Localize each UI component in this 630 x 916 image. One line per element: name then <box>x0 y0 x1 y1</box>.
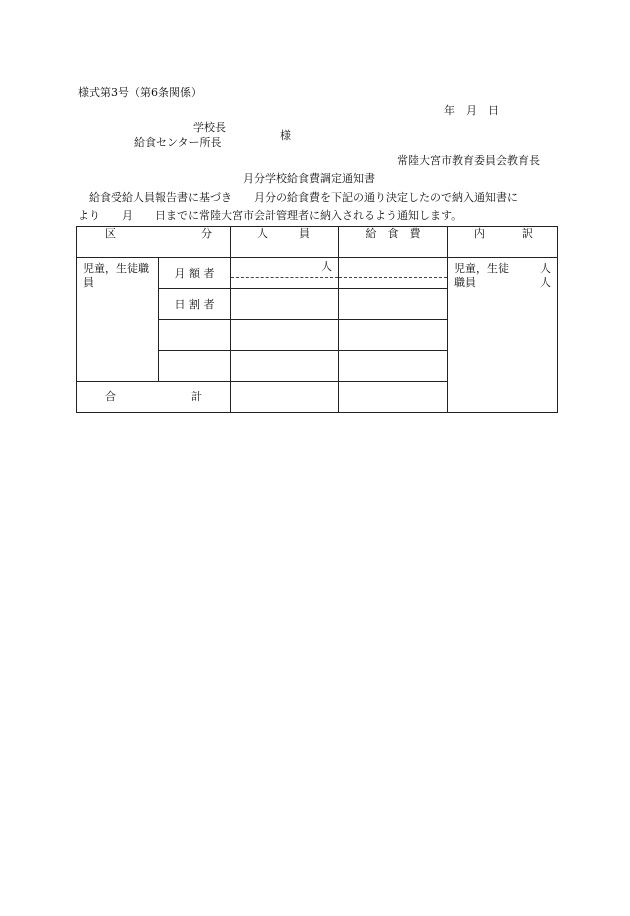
honorific: 様 <box>280 129 291 142</box>
empty-label-cell <box>159 320 231 351</box>
header-people: 人 員 <box>231 227 339 258</box>
people-cell <box>231 320 339 351</box>
header-fee: 給 食 費 <box>339 227 448 258</box>
body-text-line2: より 月 日までに常陸大宮市会計管理者に納入されるよう通知します。 <box>78 209 463 222</box>
total-people-cell <box>231 382 339 413</box>
table-header-row <box>77 227 558 258</box>
monthly-label: 月 額 者 <box>159 258 231 289</box>
date-line: 年 月 日 <box>444 104 499 117</box>
fee-daily-cell <box>339 289 448 320</box>
people-cell <box>231 351 339 382</box>
people-unit: 人 <box>321 260 332 273</box>
fee-cell <box>339 320 448 351</box>
empty-label-cell <box>159 351 231 382</box>
fee-table <box>76 226 558 413</box>
recipient-principal: 学校長 <box>193 121 226 134</box>
daily-label: 日 割 者 <box>159 289 231 320</box>
table-row <box>77 258 558 289</box>
header-category: 区 分 <box>77 227 231 258</box>
breakdown-cell: 児童，生徒 人 職員 人 <box>448 258 558 413</box>
recipient-center-director: 給食センター所長 <box>134 136 222 149</box>
dashed-divider <box>339 277 447 278</box>
total-label: 合 計 <box>77 382 231 413</box>
body-text-line1: 給食受給人員報告書に基づき 月分の給食費を下記の通り決定したので納入通知書に <box>89 191 518 204</box>
header-breakdown: 内 訳 <box>448 227 558 258</box>
dashed-divider <box>231 277 338 278</box>
issuer: 常陸大宮市教育委員会教育長 <box>397 154 540 167</box>
fee-monthly-cell <box>339 258 448 289</box>
document-title: 月分学校給食費調定通知書 <box>243 172 375 185</box>
category-cell: 児童，生徒職員 <box>77 258 159 382</box>
people-daily-cell <box>231 289 339 320</box>
people-monthly-cell <box>231 258 339 289</box>
fee-cell <box>339 351 448 382</box>
total-fee-cell <box>339 382 448 413</box>
form-number: 様式第3号（第6条関係） <box>78 86 202 99</box>
